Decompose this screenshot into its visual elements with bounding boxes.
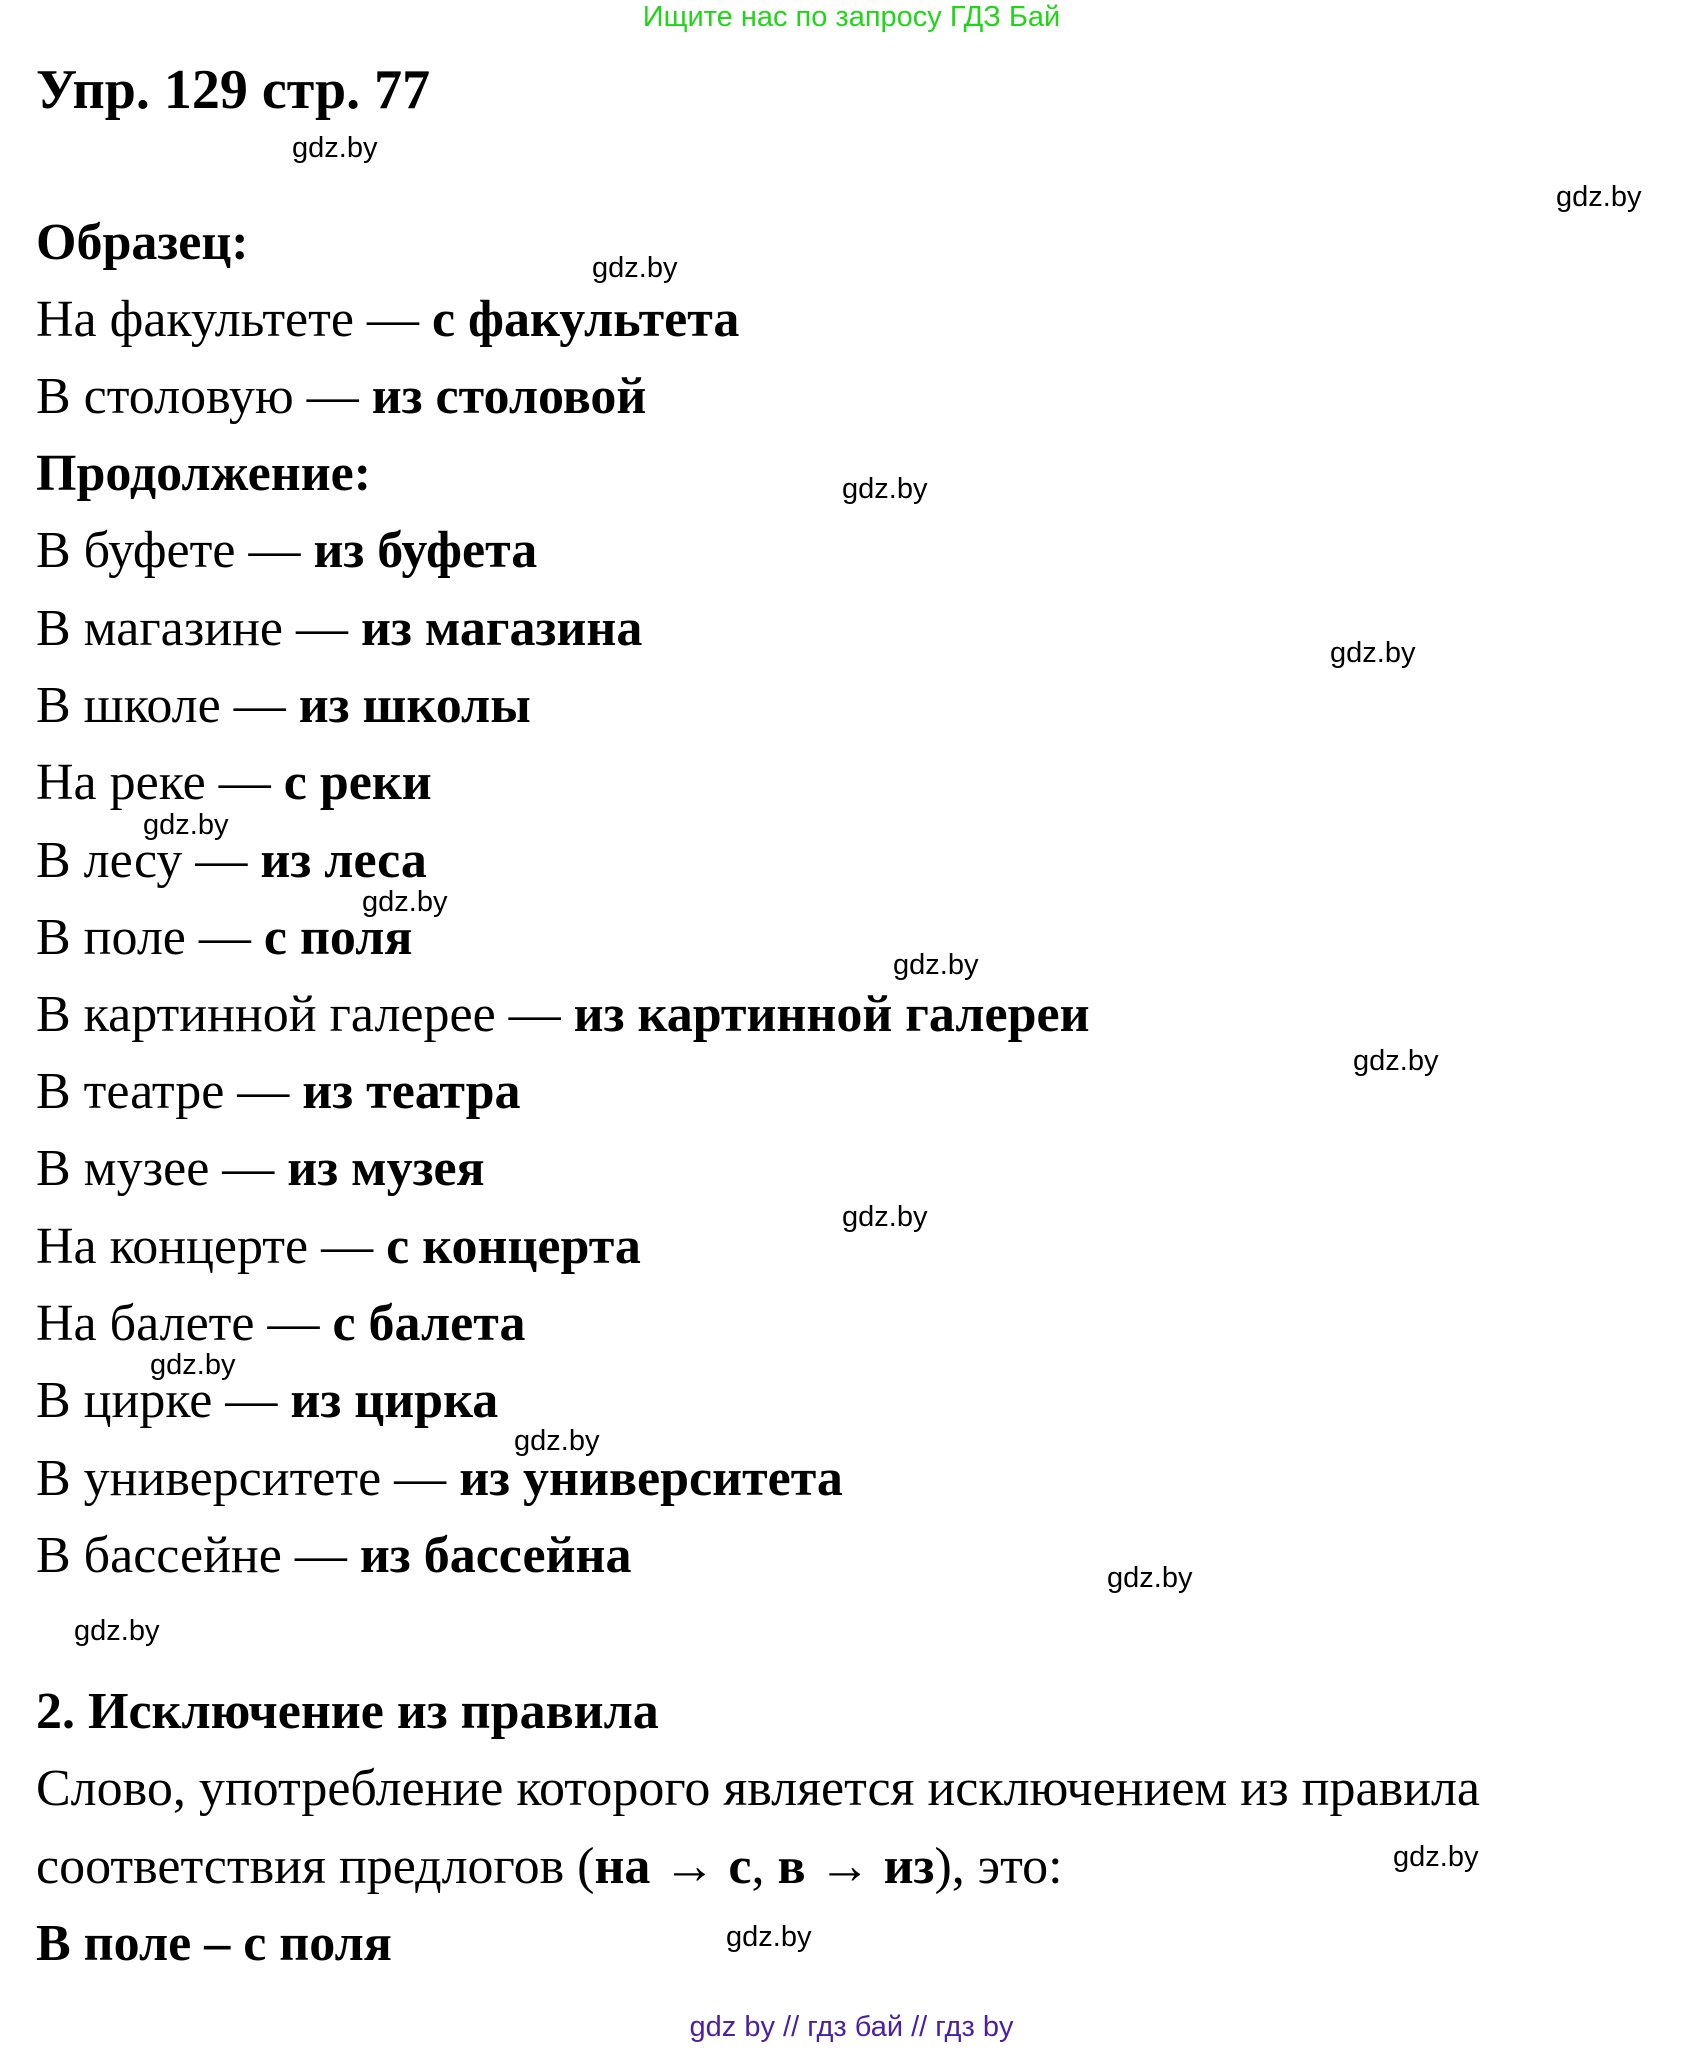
continuation-line: В школе — из школы [36,677,531,734]
rule-in-to-out: в → из [777,1838,935,1895]
watermark: gdz.by [74,1615,160,1647]
watermark: gdz.by [143,809,229,841]
watermark: gdz.by [1107,1562,1193,1594]
watermark: gdz.by [1353,1045,1439,1077]
top-search-note: Ищите нас по запросу ГДЗ Бай [642,1,1061,33]
watermark: gdz.by [292,132,378,164]
watermark: gdz.by [842,473,928,505]
watermark: gdz.by [514,1425,600,1457]
continuation-line: В магазине — из магазина [36,600,643,657]
continuation-line: На концерте — с концерта [36,1218,641,1275]
watermark: gdz.by [362,886,448,918]
watermark: gdz.by [893,949,979,981]
watermark: gdz.by [1556,181,1642,213]
continuation-line: На реке — с реки [36,754,432,811]
exception-text-line-1: Слово, употребление которого является исключением из правила [36,1760,1480,1817]
continuation-line: В буфете — из буфета [36,522,538,579]
exception-heading: 2. Исключение из правила [36,1683,659,1740]
continuation-line: В бассейне — из бассейна [36,1527,632,1584]
continuation-line: На балете — с балета [36,1295,526,1352]
exception-text-line-2: соответствия предлогов (на → с, в → из), это: [36,1838,1063,1895]
sample-line: На факультете — с факультета [36,291,740,348]
watermark: gdz.by [726,1921,812,1953]
footer-links: gdz by // гдз бай // гдз by [689,2011,1014,2043]
continuation-line: В театре — из театра [36,1063,521,1120]
rule-on-to-from: на → с [594,1838,752,1895]
watermark: gdz.by [150,1349,236,1381]
continuation-line: В университете — из университета [36,1450,843,1507]
watermark: gdz.by [1393,1841,1479,1873]
continuation-heading: Продолжение: [36,445,372,502]
watermark: gdz.by [842,1201,928,1233]
page-title: Упр. 129 стр. 77 [36,59,431,121]
continuation-line: В цирке — из цирка [36,1372,499,1429]
exception-answer: В поле – с поля [36,1915,392,1972]
watermark: gdz.by [1330,637,1416,669]
sample-heading: Образец: [36,214,249,271]
sample-line: В столовую — из столовой [36,368,647,425]
watermark: gdz.by [592,252,678,284]
continuation-line: В лесу — из леса [36,832,427,889]
continuation-line: В поле — с поля [36,909,413,966]
continuation-line: В музее — из музея [36,1140,485,1197]
continuation-line: В картинной галерее — из картинной галереи [36,986,1090,1043]
